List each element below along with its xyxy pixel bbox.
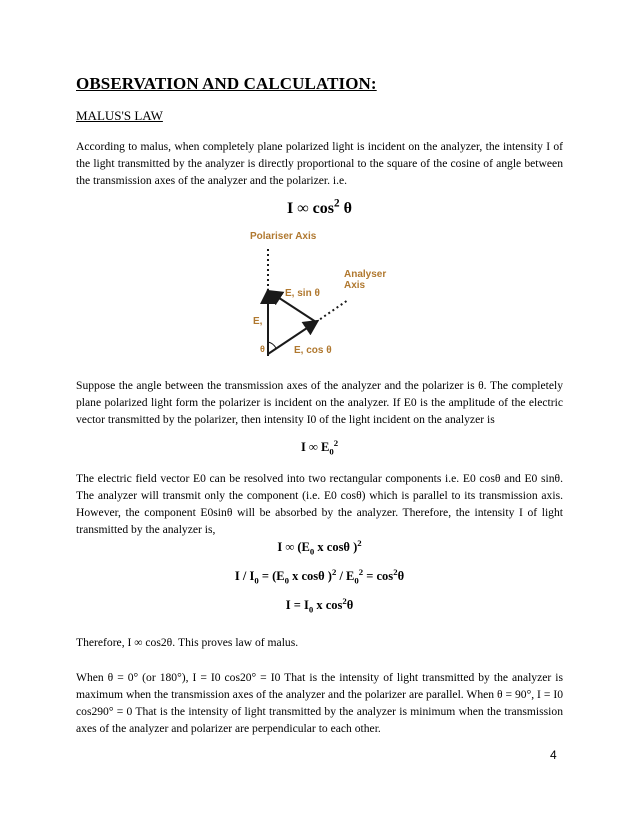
equation-result: $I = I_0$ x $\cos^2\theta$ bbox=[285, 595, 354, 615]
polarization-diagram bbox=[240, 226, 400, 366]
paragraph-conclusion: Therefore, I ∞ cos2θ. This proves law of malus. bbox=[76, 636, 299, 649]
paragraph-cases: When θ = 0° (or 180°), I = I0 cos20° = I0 That is the intensity of light transmitted by the analyzer is maximum when the transmission axes of the analyzer and the polarizer are parallel. When θ = 90°, I = I0 cos290° = 0 That is the intensity of light transmitted by the analyzer is minimum when the transmission axes of the analyzer and polarizer are perpendicular to each other. bbox=[76, 671, 563, 735]
label-e-cos: E, cos θ bbox=[294, 345, 332, 356]
page-number: 4 bbox=[550, 748, 557, 762]
label-e-sin: E, sin θ bbox=[285, 288, 320, 299]
label-axis: Axis bbox=[344, 280, 366, 291]
subsection-heading: MALUS'S LAW bbox=[76, 108, 163, 123]
paragraph-intro: According to malus, when completely plane polarized light is incident on the analyzer, the intensity I of the light transmitted by the analyzer is directly proportional to the square of the cosine of angle between the transmission axes of the analyzer and the polarizer. i.e. bbox=[76, 140, 563, 187]
equation-intensity-amplitude: I ∞ $E_0^2$ bbox=[300, 437, 339, 457]
angle-arc bbox=[268, 342, 276, 348]
equation-malus: I ∞ $\cos^2 \theta$ bbox=[287, 197, 352, 217]
paragraph-amplitude: Suppose the angle between the transmission axes of the analyzer and the polarizer is θ. The completely plane polarized light form the polarizer is incident on the analyzer. If E0 is the amplitude of the electric vector transmitted by the polarizer, then intensity I0 of the light incident on the analyzer is bbox=[76, 379, 563, 426]
label-theta: θ bbox=[260, 344, 265, 354]
analyser-axis-line bbox=[316, 300, 348, 322]
label-e0: E, bbox=[253, 316, 263, 327]
equation-transmitted: I ∞ ($E_0$ x cosθ )$^2$ bbox=[277, 537, 362, 557]
section-heading: OBSERVATION AND CALCULATION: bbox=[76, 74, 377, 93]
paragraph-components: The electric field vector E0 can be resolved into two rectangular components i.e. E0 cosθ and E0 sinθ. The analyzer will transmit only the component (i.e. E0 cosθ) which is parallel to its transmission axis. However, the component E0sinθ will be absorbed by the analyzer. Therefore, the intensity I of light transmitted by the analyzer is, bbox=[76, 472, 563, 536]
label-analyser: Analyser bbox=[344, 269, 387, 280]
label-polariser-axis: Polariser Axis bbox=[250, 231, 317, 242]
equation-ratio: $I / I_0 = (E_0$ x cosθ )$^2 / E_0^2 = \cos^2\theta$ bbox=[234, 566, 405, 586]
